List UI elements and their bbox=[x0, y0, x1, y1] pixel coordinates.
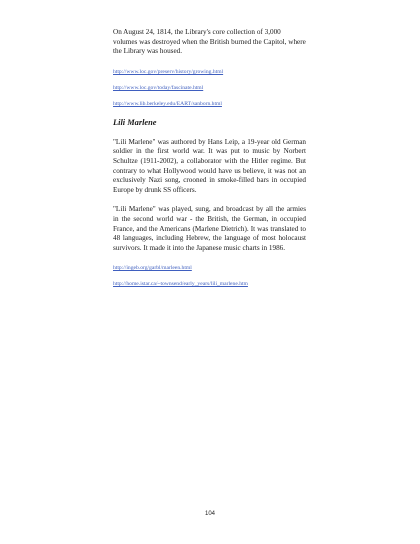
paragraph-1: "Lili Marlene" was authored by Hans Leip, a 19-year old German soldier in the first world war. It was put to music by Norbert Schultze (1911-2002), a collaborator with the Hitler regime. But contrary to what Hollywood would have us believe, it was not an exclusively Nazi song, crooned in smoke-filled bars in occupied Europe by drunk SS officers. bbox=[113, 137, 306, 194]
intro-paragraph: On August 24, 1814, the Library's core collection of 3,000 volumes was destroyed when the British burned the Capitol, where the Library was housed. bbox=[113, 28, 306, 56]
link-loc-growing[interactable]: http://www.loc.gov/preserv/history/growing.html bbox=[113, 68, 224, 75]
link-loc-fascinate[interactable]: http://www.loc.gov/today/fascinate.html bbox=[113, 84, 204, 91]
paragraph-2: "Lili Marlene" was played, sung, and broadcast by all the armies in the second world war - the British, the German, in occupied France, and the Americans (Marlene Dietrich). It was translated to 48 languages, including Hebrew, the language of most holocaust survivors. It made it into the Japanese music charts in 1986. bbox=[113, 205, 306, 252]
link-berkeley-sanborn[interactable]: http://www.lib.berkeley.edu/EART/sanborn.html bbox=[113, 100, 222, 107]
link-ingeb-marleen[interactable]: http://ingeb.org/garbl/marleen.html bbox=[113, 265, 192, 272]
link-istar-lili-marlene[interactable]: http://home.istar.ca/~townsend/early_years/lili_marlene.htm bbox=[113, 281, 248, 288]
page-number: 104 bbox=[204, 511, 215, 517]
page-content bbox=[113, 28, 306, 288]
section-heading: Lili Marlene bbox=[113, 117, 157, 127]
